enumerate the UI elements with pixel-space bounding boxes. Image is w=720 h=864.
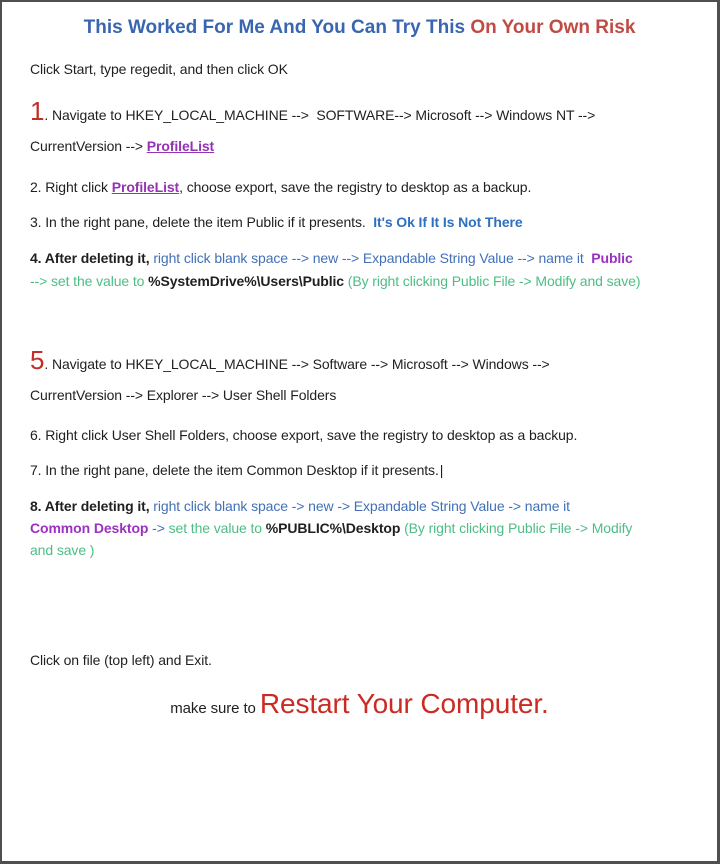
text-run: 7. In the right pane, delete the item Common Desktop if it presents. <box>30 462 439 478</box>
text-run: set the value to <box>51 273 149 289</box>
step-number: 5 <box>30 345 45 375</box>
step-4 <box>30 247 689 293</box>
step-number: 1 <box>30 96 45 126</box>
text-run: (By right clicking Public File -> Modify <box>404 520 633 536</box>
text-run: CurrentVersion --> <box>30 138 147 154</box>
text-run: and save ) <box>30 542 95 558</box>
restart-warning: Restart Your Computer. <box>259 688 549 719</box>
text-run: 2. Right click <box>30 179 112 195</box>
text-run: right click blank space -> new -> Expandable String Value -> name it <box>149 498 570 514</box>
step-2 <box>30 176 689 198</box>
registry-value-path: %SystemDrive%\Users\Public <box>148 273 348 289</box>
profilelist-link[interactable]: ProfileList <box>146 138 215 154</box>
text-run: (By right clicking Public File -> Modify and save) <box>347 273 641 289</box>
text-run: -> <box>148 520 169 536</box>
text-run: make sure to <box>170 700 260 717</box>
intro-line <box>30 58 689 80</box>
text-run: . Navigate to HKEY_LOCAL_MACHINE --> Software --> Microsoft --> Windows --> <box>44 356 550 372</box>
step-5 <box>30 347 689 411</box>
text-run: 4. After deleting it, <box>30 250 150 266</box>
page-title <box>30 16 689 40</box>
registry-value-path: %PUBLIC%\Desktop <box>265 520 405 536</box>
text-run: 6. Right click User Shell Folders, choose export, save the registry to desktop as a backup. <box>30 427 578 443</box>
text-run: This Worked For Me And You Can Try This <box>83 17 471 38</box>
step-1 <box>30 98 689 162</box>
text-run: --> <box>30 273 51 289</box>
text-run: Click Start, type regedit, and then click OK <box>30 61 288 77</box>
value-name-public: Public <box>591 250 633 266</box>
text-run: 8. After deleting it, <box>30 498 150 514</box>
step-6 <box>30 424 689 446</box>
step-3 <box>30 211 689 233</box>
text-run: set the value to <box>168 520 266 536</box>
text-run: CurrentVersion --> Explorer --> User Shell Folders <box>30 387 337 403</box>
text-cursor: | <box>439 462 444 478</box>
text-run: On Your Own Risk <box>470 17 636 38</box>
note-text: It's Ok If It Is Not There <box>373 214 523 230</box>
text-run: right click blank space --> new --> Expandable String Value --> name it <box>153 250 592 266</box>
step-8 <box>30 495 689 561</box>
text-run: 3. In the right pane, delete the item Public if it presents. <box>30 214 374 230</box>
profilelist-link[interactable]: ProfileList <box>111 179 180 195</box>
text-run: . Navigate to HKEY_LOCAL_MACHINE --> SOFTWARE--> Microsoft --> Windows NT --> <box>44 107 596 123</box>
text-run: , choose export, save the registry to desktop as a backup. <box>179 179 532 195</box>
restart-line <box>30 687 689 726</box>
text-run: Click on file (top left) and Exit. <box>30 652 212 668</box>
value-name-common-desktop: Common Desktop <box>30 520 149 536</box>
exit-line <box>30 649 689 671</box>
step-7 <box>30 459 689 481</box>
